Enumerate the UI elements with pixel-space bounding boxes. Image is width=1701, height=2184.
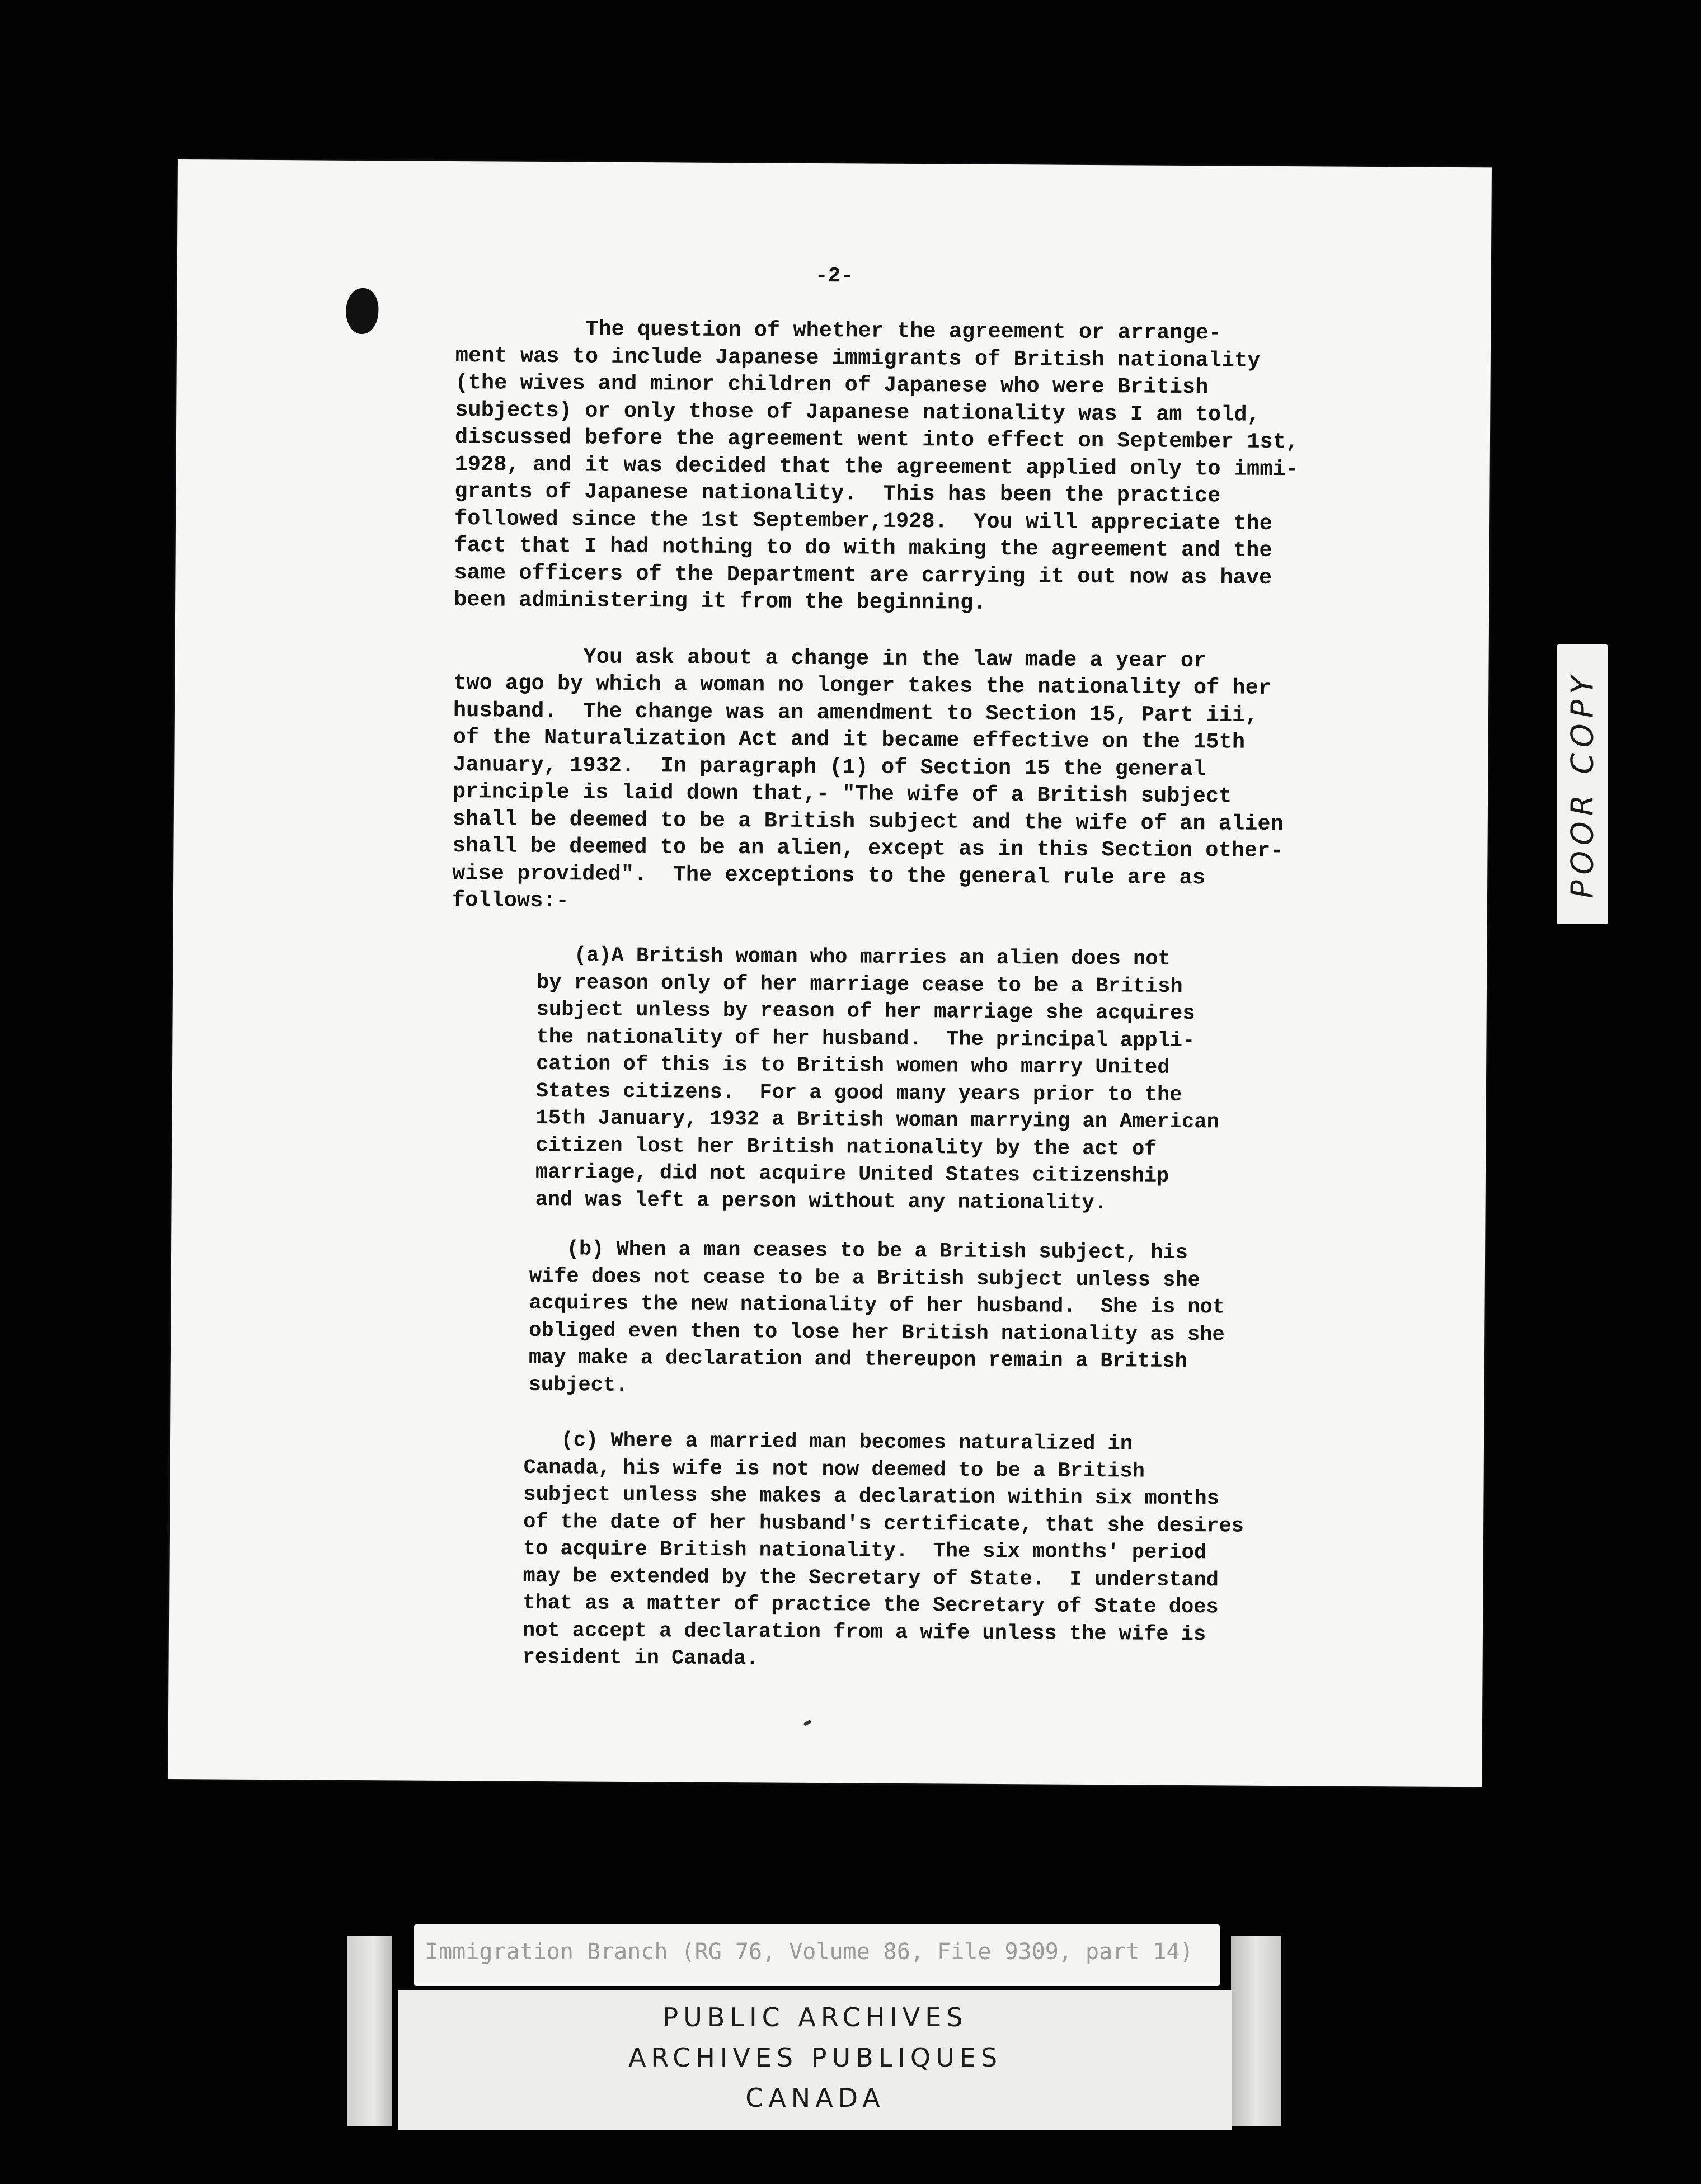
document-page	[168, 159, 1492, 1787]
stamp-line-country: CANADA	[745, 2083, 885, 2113]
archives-stamp	[398, 1990, 1232, 2130]
body-text	[452, 315, 1396, 920]
archive-label-block	[347, 1924, 1281, 2134]
paragraph-law-change: You ask about a change in the law made a year or two ago by which a woman no longer takes the nationality of her husband. The change was an amendment to Section 15, Part iii, of the Naturalization Act and it became effective on the 15th January, 1932. In paragraph (1) of Section 15 the general principle is laid down that,- "The wife of a British subject shall be deemed to be a British subject and the wife of an alien shall be deemed to be an alien, except as in this Section other- wise provided". The exceptions to the general rule are as follows:-	[452, 643, 1284, 914]
page-number: -2-	[815, 263, 854, 289]
poor-copy-label	[1557, 644, 1608, 924]
subsection-a: (a)A British woman who marries an alien does not by reason only of her marriage cease to be a British subject unless by reason of her marriage she acquires the nationality of her husband. The principal appli- cation of this is to British women who marry United States citizens. For a good many years prior to the 15th January, 1932 a British woman marrying an American citizen lost her British nationality by the act of marriage, did not acquire United States citizenship and was left a person without any nationality.	[535, 943, 1219, 1215]
poor-copy-text: POOR COPY	[1564, 670, 1600, 899]
stamp-line-english: PUBLIC ARCHIVES	[662, 2002, 968, 2032]
paragraph-agreement: The question of whether the agreement or arrange- ment was to include Japanese immigrants of British nationality (the wives and minor children of Japanese who were British subjects) or only those of Japanese nationality was I am told, discussed before the agreement went into effect on September 1st, 1928, and it was decided that the agreement applied only to immi- grants of Japanese nationality. This has been the practice followed since the 1st September,1928. You will appreciate the fact that I had nothing to do with making the agreement and the same officers of the Department are carrying it out now as have been administering it from the beginning.	[454, 316, 1299, 615]
punch-hole-mark	[346, 288, 378, 334]
torn-paper-right	[1231, 1936, 1281, 2126]
torn-paper-left	[347, 1936, 392, 2126]
subsection-b: (b) When a man ceases to be a British subject, his wife does not cease to be a British subject unless she acquires the new nationality of her husband. She is not obliged even then to lose her British nationality as she may make a declaration and thereupon remain a British subject.	[528, 1237, 1225, 1397]
stamp-line-french: ARCHIVES PUBLIQUES	[628, 2042, 1003, 2073]
subsection-c: (c) Where a married man becomes naturalized in Canada, his wife is not now deemed to be a British subject unless she makes a declaration within six months of the date of her husband's certificate, that she desires to acquire British nationality. The six months' period may be extended by the Secretary of State. I understand that as a matter of practice the Secretary of State does not accept a declaration from a wife unless the wife is resident in Canada.	[522, 1428, 1244, 1671]
file-reference-label: Immigration Branch (RG 76, Volume 86, File 9309, part 14)	[414, 1924, 1220, 1986]
ink-speck	[803, 1720, 811, 1726]
